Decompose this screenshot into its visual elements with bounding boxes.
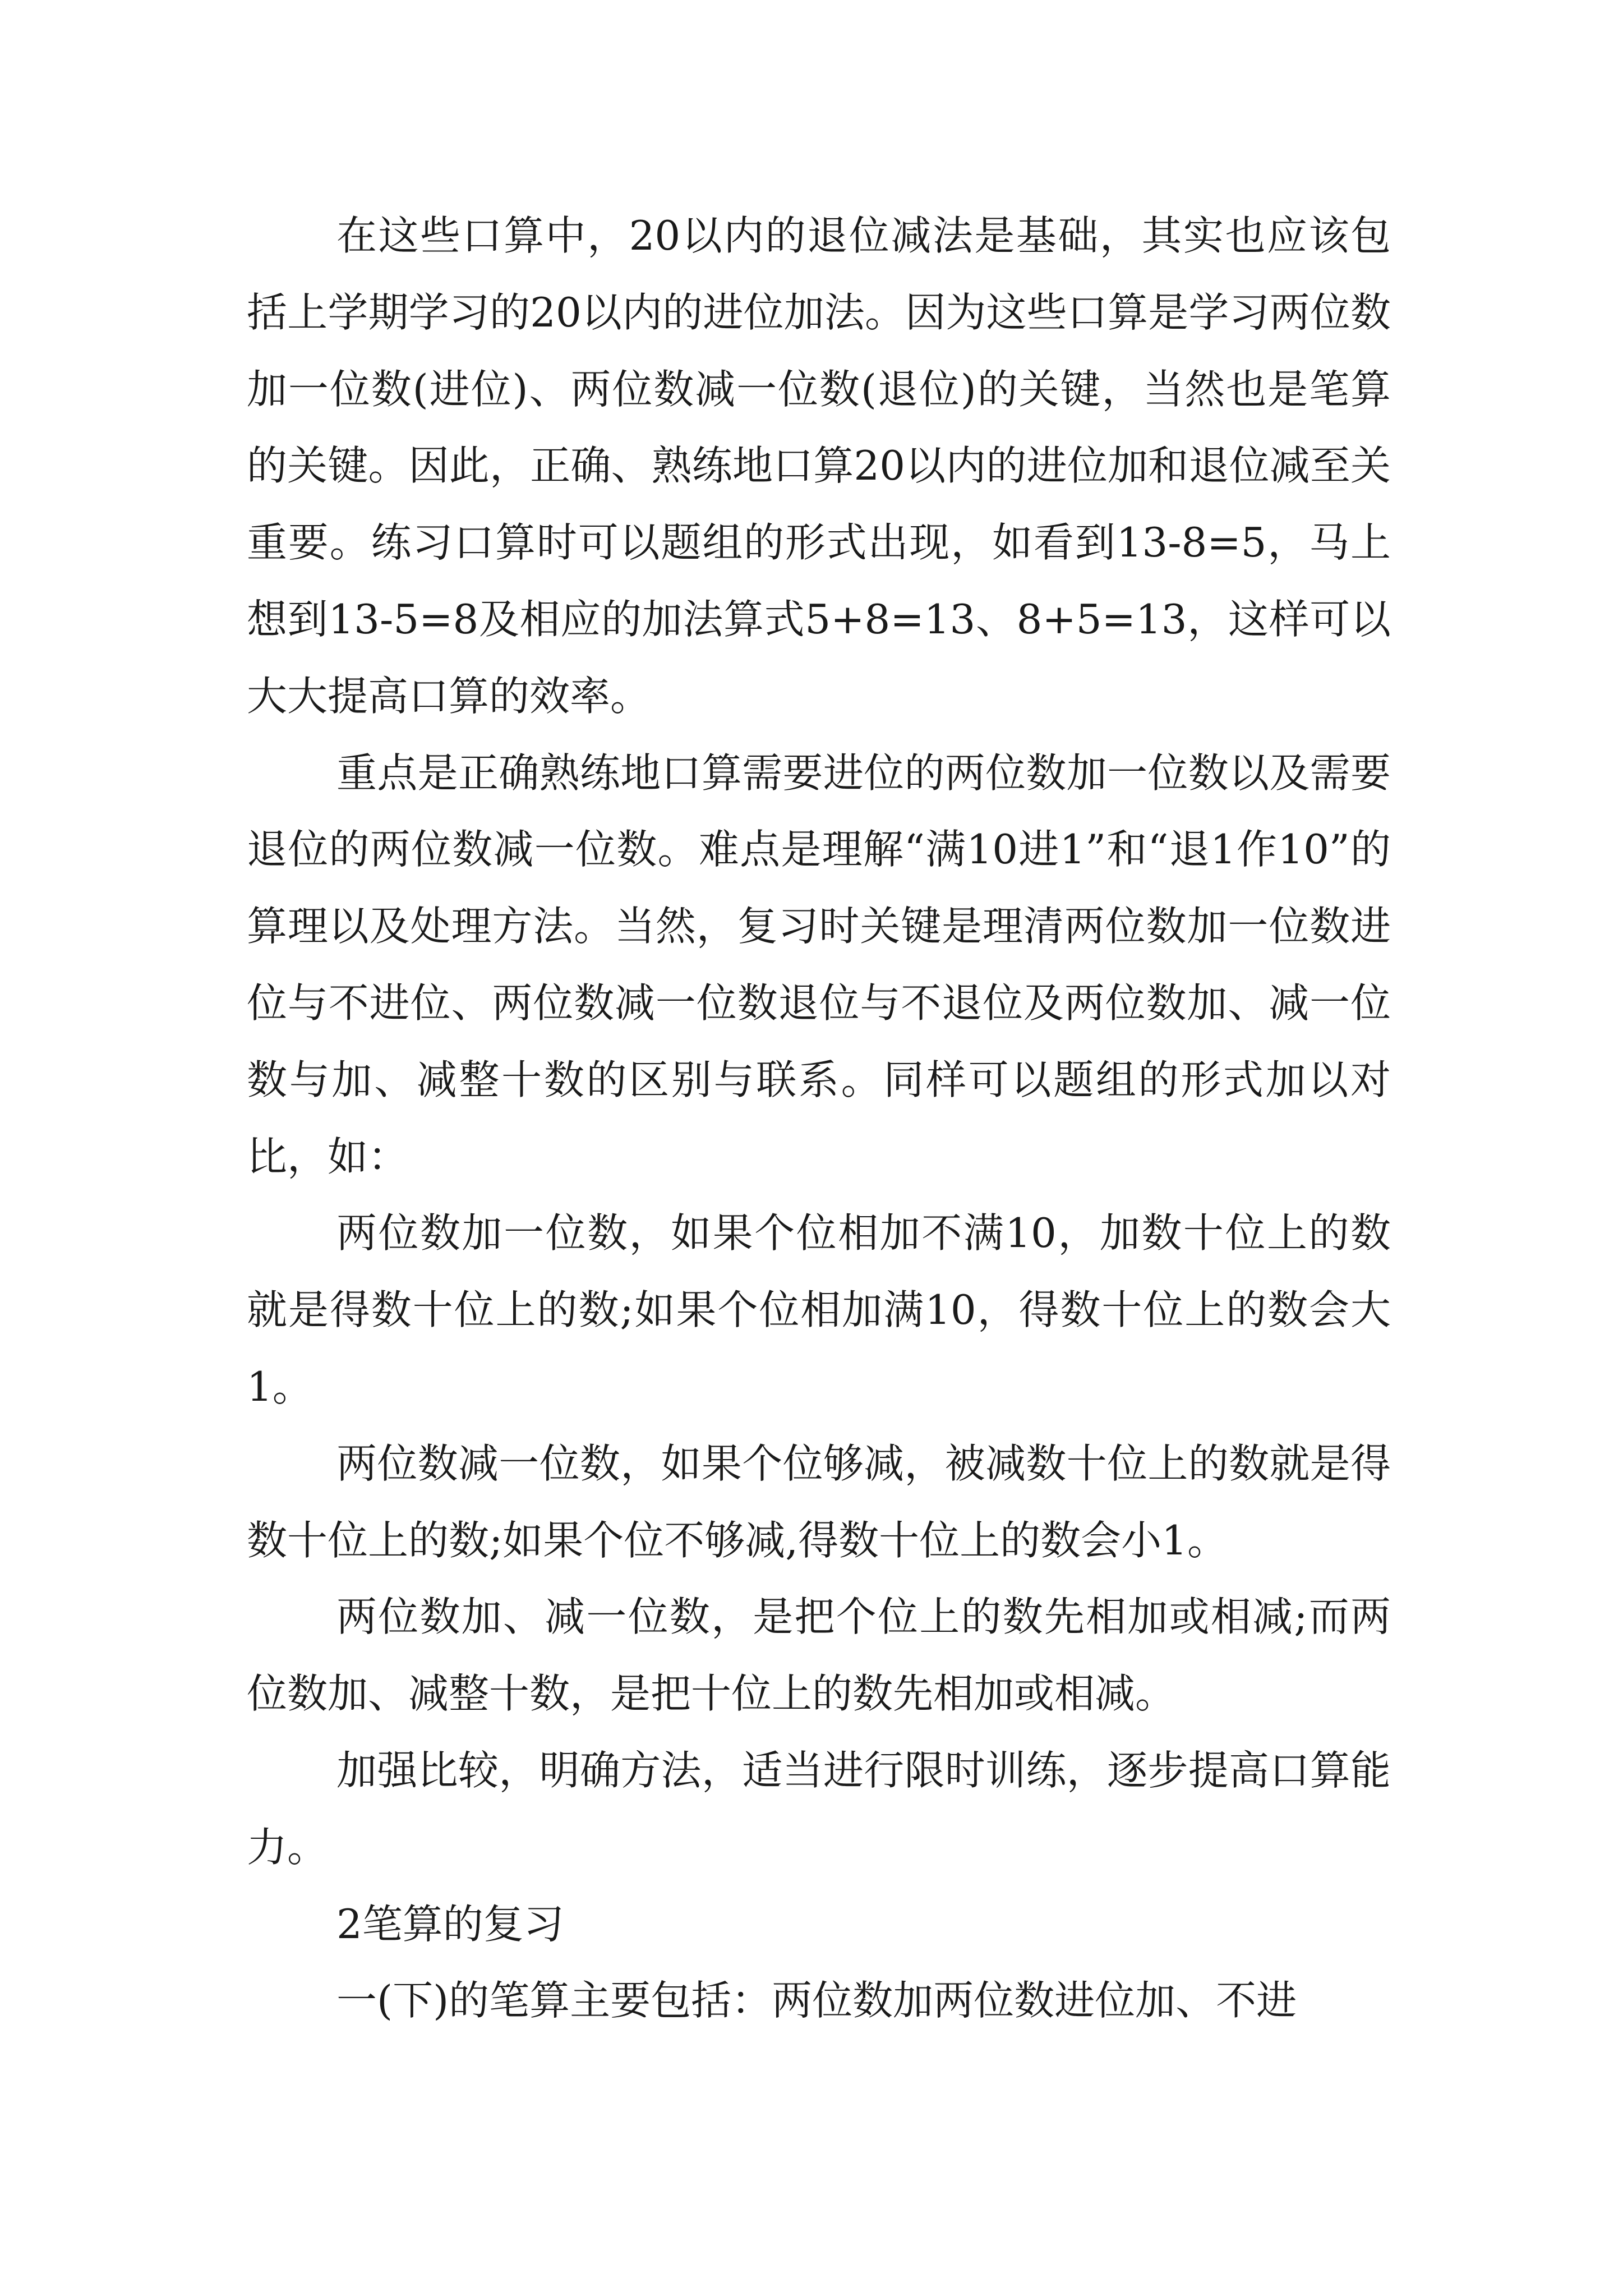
- section-heading-written-calculation: 2笔算的复习: [336, 1900, 564, 1948]
- paragraph-subtraction-rule: 两位数减一位数，如果个位够减，被减数十位上的数就是得数十位上的数;如果个位不够减,得数十位上的数会小1。: [247, 1439, 1391, 1564]
- paragraph-tens-comparison: 两位数加、减一位数，是把个位上的数先相加或相减;而两位数加、减整十数，是把十位上的数先相加或相减。: [247, 1593, 1391, 1718]
- paragraph-written-calculation-intro: 一(下)的笔算主要包括：两位数加两位数进位加、不进: [336, 1977, 1297, 2024]
- paragraph-oral-calculation-basics: 在这些口算中，20以内的退位减法是基础，其实也应该包括上学期学习的20以内的进位加法。因为这些口算是学习两位数加一位数(进位)、两位数减一位数(退位)的关键，当然也是笔算的关键。因此，正确、熟练地口算20以内的进位加和退位减至关重要。练习口算时可以题组的形式出现，如看到13-8=5，马上想到13-5=8及相应的加法算式5+8=13、8+5=13，这样可以大大提高口算的效率。: [247, 212, 1391, 720]
- paragraph-practice-advice: 加强比较，明确方法，适当进行限时训练，逐步提高口算能力。: [247, 1746, 1391, 1871]
- paragraph-addition-rule: 两位数加一位数，如果个位相加不满10，加数十位上的数就是得数十位上的数;如果个位相加满10，得数十位上的数会大1。: [247, 1209, 1391, 1410]
- paragraph-key-points: 重点是正确熟练地口算需要进位的两位数加一位数以及需要退位的两位数减一位数。难点是理解“满10进1”和“退1作10”的算理以及处理方法。当然，复习时关键是理清两位数加一位数进位与不进位、两位数减一位数退位与不退位及两位数加、减一位数与加、减整十数的区别与联系。同样可以题组的形式加以对比，如：: [247, 749, 1391, 1180]
- document-body: [247, 197, 1391, 2039]
